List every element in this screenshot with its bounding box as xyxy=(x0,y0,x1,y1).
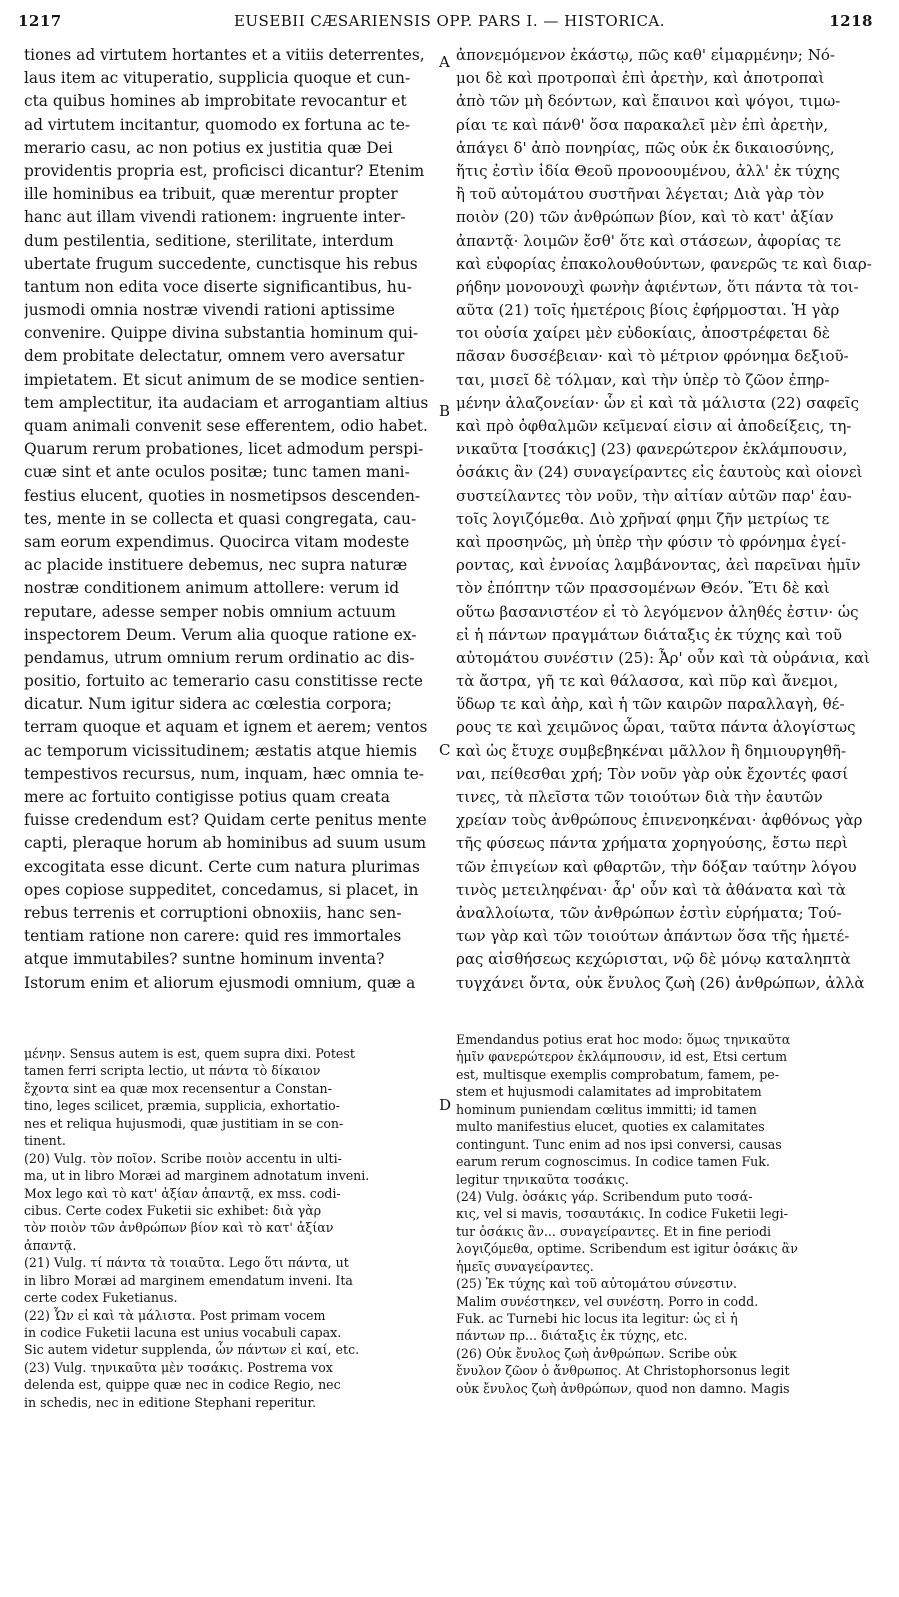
greek-text-line: αὐτομάτου συνέστιν (25): Ἆρ' οὖν καὶ τὰ οὐράνια, καὶ xyxy=(456,648,870,667)
greek-text-line: πᾶσαν δυσσέβειαν· καὶ τὸ μέτριον φρόνημα δεξιοῦ- xyxy=(456,347,849,366)
greek-text-line: μοι δὲ καὶ προτροπαὶ ἐπὶ ἀρετὴν, καὶ ἀποτροπαὶ xyxy=(456,69,825,88)
footnote-line: stem et hujusmodi calamitates ad improbitatem xyxy=(456,1084,762,1100)
footnote-line: (26) Οὐκ ἔνυλος ζωὴ ἀνθρώπων. Scribe οὐκ xyxy=(456,1345,738,1361)
footnote-line: μένην. Sensus autem is est, quem supra dixi. Potest xyxy=(24,1046,355,1061)
footnote-line: in libro Moræi ad marginem emendatum inveni. Ita xyxy=(24,1272,353,1288)
greek-text-line: τυγχάνει ὄντα, οὐκ ἔνυλος ζωὴ (26) ἀνθρώπων, ἀλλὰ xyxy=(456,973,865,992)
greek-text-line: τινες, τὰ πλεῖστα τῶν τοιούτων διὰ τὴν ἑαυτῶν xyxy=(456,788,823,806)
footnote-line: ἔνυλον ζῶον ὁ ἄνθρωπος. At Christophorsonus legit xyxy=(456,1363,790,1379)
latin-text-line: atque immutabiles? suntne hominum inventa? xyxy=(24,950,385,969)
latin-text-line: nostræ conditionem animum attollere: verum id xyxy=(24,579,400,598)
page-number-right: 1218 xyxy=(829,12,873,30)
latin-text-line: reputare, adesse semper nobis omnium actuum xyxy=(24,602,396,621)
latin-text-line: dum pestilentia, seditione, sterilitate, interdum xyxy=(24,231,394,250)
latin-text-line: jusmodi omnia nostræ vivendi rationi aptissime xyxy=(24,301,396,320)
latin-text-line: convenire. Quippe divina substantia hominum qui- xyxy=(24,324,419,343)
latin-text-line: dicatur. Num igitur sidera ac cœlestia corpora; xyxy=(24,695,392,714)
latin-text-line: ubertate frugum succedente, cunctisque his rebus xyxy=(24,254,418,273)
footnote-line: λογιζόμεθα, optime. Scribendum est igitur ὁσάκις ἂν xyxy=(456,1241,798,1257)
footnote-line: (22) Ὧν εἰ καὶ τὰ μάλιστα. Post primam vocem xyxy=(24,1307,326,1323)
latin-text-line: rebus terrenis et corruptioni obnoxiis, hanc sen- xyxy=(24,903,402,922)
latin-text-line: Quarum rerum probationes, licet admodum perspi- xyxy=(24,440,424,459)
greek-text-line: οὕτω βασανιστέον εἰ τὸ λεγόμενον ἀληθές ἐστιν· ὡς xyxy=(456,602,859,621)
footnote-line: ma, ut in libro Moræi ad marginem adnotatum inveni. xyxy=(24,1168,370,1184)
latin-text-line: pendamus, utrum omnium rerum ordinatio ac dis- xyxy=(24,648,415,667)
footnote-line: tamen ferri scripta lectio, ut πάντα τὸ δίκαιον xyxy=(24,1063,321,1079)
greek-text-line: μένην ἀλαζονείαν· ὧν εἰ καὶ τὰ μάλιστα (22) σαφεῖς xyxy=(456,393,860,412)
greek-text-line: ναι, πείθεσθαι χρή; Τὸν νοῦν γὰρ οὐκ ἔχοντές φασί xyxy=(456,764,849,783)
footnote-line: hominum puniendam cœlitus immitti; id tamen xyxy=(456,1101,757,1117)
greek-text-line: ὕδωρ τε καὶ ἀὴρ, καὶ ἡ τῶν καιρῶν παραλλαγὴ, θέ- xyxy=(456,695,845,714)
footnote-line: (23) Vulg. τηνικαῦτα μὲν τοσάκις. Postrema vox xyxy=(24,1359,333,1375)
footnote-line: legitur τηνικαῦτα τοσάκις. xyxy=(456,1171,629,1187)
section-marker-c: C xyxy=(439,741,451,759)
latin-text-line: tempestivos recursus, num, inquam, hæc omnia te- xyxy=(24,764,424,783)
greek-text-line: καὶ εὐφορίας ἐπακολουθούντων, φανερῶς τε καὶ διαρ- xyxy=(456,254,872,273)
latin-text-line: hanc aut illam vivendi rationem: ingruente inter- xyxy=(24,208,406,227)
footnote-line: Mox lego καὶ τὸ κατ' ἀξίαν ἀπαντᾷ, ex mss. codi- xyxy=(24,1185,341,1201)
footnotes-left-column xyxy=(24,1045,440,1411)
latin-text-line: tes, mente in se collecta et quasi congregata, cau- xyxy=(24,509,417,528)
latin-text-line: cta quibus homines ab improbitate revocantur et xyxy=(24,92,407,111)
running-title: EUSEBII CÆSARIENSIS OPP. PARS I. — HISTORICA. xyxy=(233,12,666,30)
greek-text-line: καὶ ὡς ἔτυχε συμβεβηκέναι μᾶλλον ἢ δημιουργηθῆ- xyxy=(456,741,847,760)
greek-text-line: ρίαι τε καὶ πάνθ' ὅσα παρακαλεῖ μὲν ἐπὶ ἀρετὴν, xyxy=(456,115,829,134)
greek-text-line: ἀπαντᾷ· λοιμῶν ἔσθ' ὅτε καὶ στάσεων, ἀφορίας τε xyxy=(456,231,842,250)
footnote-line: ἀπαντᾷ. xyxy=(24,1237,77,1253)
greek-text-line: αῦτα (21) τοῖς ἡμετέροις βίοις ἐφήρμοσται. Ἡ γὰρ xyxy=(456,301,840,320)
greek-text-line: ἀπονεμόμενον ἑκάστῳ, πῶς καθ' εἱμαρμένην; Νό- xyxy=(456,46,835,64)
footnote-line: Malim συνέστηκεν, vel συνέστη. Porro in codd. xyxy=(456,1293,759,1309)
latin-text-line: excogitata esse dicunt. Certe cum natura plurimas xyxy=(24,857,420,876)
section-marker-d: D xyxy=(439,1096,452,1114)
latin-text-line: capti, pleraque horum ab hominibus ad suum usum xyxy=(24,834,427,853)
greek-text-line: ἀπάγει δ' ἀπὸ πονηρίας, πῶς οὐκ ἐκ δικαιοσύνης, xyxy=(456,138,835,157)
footnote-line: (24) Vulg. ὁσάκις γάρ. Scribendum puto τοσά- xyxy=(456,1188,753,1204)
greek-text-line: καὶ προσηνῶς, μὴ ὑπὲρ τὴν φύσιν τὸ φρόνημα ἐγεί- xyxy=(456,532,847,551)
latin-text-line: providentis propria est, proficisci dicantur? Etenim xyxy=(24,161,425,180)
greek-text-line: τὸν ἐπόπτην τῶν πρασσομένων Θεόν. Ἔτι δὲ καὶ xyxy=(456,579,830,598)
greek-text-line: τοι οὐσία χαίρει μὲν εὐδοκίαις, ἀποστρέφεται δὲ xyxy=(456,324,830,343)
latin-text-line: Istorum enim et aliorum ejusmodi omnium, quæ a xyxy=(24,973,416,992)
latin-text-line: opes copiose suppeditet, concedamus, si placet, in xyxy=(24,880,419,899)
latin-text-line: tentiam ratione non carere: quid res immortales xyxy=(24,927,402,946)
greek-text-line: ρους τε καὶ χειμῶνος ὧραι, ταῦτα πάντα ἀλογίστως xyxy=(456,718,856,737)
greek-text-line: τῶν ἐπιγείων καὶ φθαρτῶν, τὴν δόξαν ταύτην λόγου xyxy=(456,857,857,876)
latin-text-line: mere ac fortuito contigisse potius quam creata xyxy=(24,788,390,806)
footnote-line: cibus. Certe codex Fuketii sic exhibet: διὰ γὰρ xyxy=(24,1202,322,1218)
footnote-line: κις, vel si mavis, τοσαυτάκις. In codice Fuketii legi- xyxy=(456,1206,788,1222)
latin-text-line: merario casu, ac non potius ex justitia quæ Dei xyxy=(24,138,393,157)
footnote-line: contingunt. Tunc enim ad nos ipsi conversi, causas xyxy=(456,1136,782,1152)
greek-text-line: νικαῦτα [τοσάκις] (23) φανερώτερον ἐκλάμπουσιν, xyxy=(456,440,848,459)
page-header xyxy=(0,12,899,38)
footnotes-right-column xyxy=(456,1031,886,1397)
latin-text-line: tem amplectitur, ita audaciam et arrogantiam altius xyxy=(24,393,429,412)
greek-text-line: τοῖς λογιζόμεθα. Διὸ χρῆναί φημι ζῆν μετρίως τε xyxy=(456,509,830,528)
greek-text-line: τὰ ἄστρα, γῆ τε καὶ θάλασσα, καὶ πῦρ καὶ ἄνεμοι, xyxy=(456,672,839,691)
latin-text-line: ille hominibus ea tribuit, quæ merentur propter xyxy=(24,185,398,204)
footnote-line: certe codex Fuketianus. xyxy=(24,1290,178,1306)
latin-text-line: ac temporum vicissitudinem; æstatis atque hiemis xyxy=(24,741,417,760)
footnote-line: tino, leges scilicet, præmia, supplicia, exhortatio- xyxy=(24,1098,340,1114)
greek-text-line: των γὰρ καὶ τῶν τοιούτων ἁπάντων ὅσα τῆς ἡμετέ- xyxy=(456,927,850,946)
footnote-line: Sic autem videtur supplenda, ὧν πάντων εἰ καί, etc. xyxy=(24,1342,360,1358)
latin-text-line: inspectorem Deum. Verum alia quoque ratione ex- xyxy=(24,625,417,644)
latin-text-column xyxy=(24,44,436,995)
latin-text-line: fuisse credendum est? Quidam certe penitus mente xyxy=(24,811,427,830)
greek-text-line: ποιὸν (20) τῶν ἀνθρώπων βίον, καὶ τὸ κατ' ἀξίαν xyxy=(456,208,834,227)
latin-text-line: tiones ad virtutem hortantes et a vitiis deterrentes, xyxy=(24,46,425,64)
footnote-line: ἔχοντα sint ea quæ mox recensentur a Constan- xyxy=(24,1080,332,1096)
greek-text-line: ἀπὸ τῶν μὴ δεόντων, καὶ ἔπαινοι καὶ ψόγοι, τιμω- xyxy=(456,92,841,111)
footnote-line: in codice Fuketii lacuna est unius vocabuli capax. xyxy=(24,1325,342,1340)
greek-text-line: ἢ τοῦ αὐτομάτου συστῆναι λέγεται; Διὰ γὰρ τὸν xyxy=(456,185,825,204)
footnote-line: delenda est, quippe quæ nec in codice Regio, nec xyxy=(24,1377,341,1393)
greek-text-line: ται, μισεῖ δὲ τόλμαν, καὶ τὴν ὑπὲρ τὸ ζῶον ἐπηρ- xyxy=(456,370,830,389)
greek-text-line: τῆς φύσεως πάντα χρήματα χορηγούσης, ἔστω περὶ xyxy=(456,834,848,853)
footnote-line: tur ὁσάκις ἂν... συναγείραντες. Et in fine periodi xyxy=(456,1223,772,1239)
latin-text-line: ad virtutem incitantur, quomodo ex fortuna ac te- xyxy=(24,115,411,134)
greek-text-column xyxy=(456,44,884,995)
footnote-line: multo manifestius elucet, quoties ex calamitates xyxy=(456,1119,765,1135)
latin-text-line: dem probitate delectatur, omnem vero aversatur xyxy=(24,347,405,366)
footnote-line: est, multisque exemplis comprobatum, famem, pe- xyxy=(456,1066,779,1082)
footnote-line: οὐκ ἔνυλος ζωὴ ἀνθρώπων, quod non damno. Magis xyxy=(456,1380,790,1396)
greek-text-line: ρήδην μονονουχὶ φωνὴν ἀφιέντων, ὅτι πάντα τὰ τοι- xyxy=(456,277,859,296)
footnote-line: nes et reliqua hujusmodi, quæ justitiam in se con- xyxy=(24,1115,344,1131)
footnote-line: (20) Vulg. τὸν ποῖον. Scribe ποιὸν accentu in ulti- xyxy=(24,1150,342,1166)
section-marker-a: A xyxy=(439,53,450,71)
greek-text-line: συστείλαντες τὸν νοῦν, τὴν αἰτίαν αὐτῶν παρ' ἑαυ- xyxy=(456,486,852,505)
greek-text-line: ροντας, καὶ ἐννοίας λαμβάνοντας, ἀεὶ παρεῖναι ἡμῖν xyxy=(456,556,861,575)
latin-text-line: tantum non edita voce diserte significantibus, hu- xyxy=(24,277,412,296)
page-number-left: 1217 xyxy=(18,12,62,30)
greek-text-line: ἀναλλοίωτα, τῶν ἀνθρώπων ἐστὶν εὑρήματα; Τού- xyxy=(456,903,842,922)
footnote-line: (21) Vulg. τί πάντα τὰ τοιαῦτα. Lego ὅτι πάντα, ut xyxy=(24,1255,349,1271)
latin-text-line: terram quoque et aquam et ignem et aerem; ventos xyxy=(24,718,428,737)
latin-text-line: laus item ac vituperatio, supplicia quoque et cun- xyxy=(24,69,411,88)
latin-text-line: cuæ sint et ante oculos positæ; tunc tamen mani- xyxy=(24,463,410,482)
greek-text-line: ἥτις ἐστὶν ἰδία Θεοῦ προνοουμένου, ἀλλ' ἐκ τύχης xyxy=(456,161,840,180)
latin-text-line: positio, fortuito ac temerario casu constitisse recte xyxy=(24,672,424,691)
footnote-line: (25) Ἐκ τύχης καὶ τοῦ αὐτομάτου σύνεστιν. xyxy=(456,1276,738,1292)
footnote-line: in schedis, nec in editione Stephani reperitur. xyxy=(24,1394,317,1410)
greek-text-line: ὁσάκις ἂν (24) συναγείραντες εἰς ἑαυτοὺς καὶ οἱονεὶ xyxy=(456,463,863,482)
greek-text-line: ρας αἰσθήσεως κεχώρισται, νῷ δὲ μόνῳ καταληπτὰ xyxy=(456,950,851,969)
greek-text-line: χρείαν τοὺς ἀνθρώπους ἐπινενοηκέναι· ἀφθόνως γὰρ xyxy=(456,811,863,830)
footnote-line: Emendandus potius erat hoc modo: ὅμως τηνικαῦτα xyxy=(456,1032,791,1047)
latin-text-line: festius elucent, quoties in nosmetipsos descenden- xyxy=(24,486,421,505)
footnote-line: ἡμῖν φανερώτερον ἐκλάμπουσιν, id est, Etsi certum xyxy=(456,1049,788,1065)
footnote-line: Fuk. ac Turnebi hic locus ita legitur: ὡς εἰ ἡ xyxy=(456,1311,738,1326)
footnote-line: ἡμεῖς συναγείραντες. xyxy=(456,1258,594,1274)
latin-text-line: sam eorum expendimus. Quocirca vitam modeste xyxy=(24,532,410,551)
footnote-line: tinent. xyxy=(24,1133,66,1149)
footnote-line: πάντων πρ... διάταξις ἐκ τύχης, etc. xyxy=(456,1328,688,1344)
greek-text-line: εἰ ἡ πάντων πραγμάτων διάταξις ἐκ τύχης καὶ τοῦ xyxy=(456,625,843,644)
footnote-line: τὸν ποιὸν τῶν ἀνθρώπων βίον καὶ τὸ κατ' ἀξίαν xyxy=(24,1220,334,1236)
latin-text-line: impietatem. Et sicut animum de se modice sentien- xyxy=(24,370,425,389)
greek-text-line: τινὸς μετειληφέναι· ἆρ' οὖν καὶ τὰ ἀθάνατα καὶ τὰ xyxy=(456,880,846,899)
footnote-line: earum rerum cognoscimus. In codice tamen Fuk. xyxy=(456,1154,770,1170)
latin-text-line: ac placide instituere debemus, nec supra naturæ xyxy=(24,556,408,575)
latin-text-line: quam animali convenit sese efferentem, odio habet. xyxy=(24,417,428,435)
section-marker-b: B xyxy=(439,402,451,420)
greek-text-line: καὶ πρὸ ὀφθαλμῶν κεῖμεναί εἰσιν αἱ ἀποδείξεις, τη- xyxy=(456,417,852,435)
